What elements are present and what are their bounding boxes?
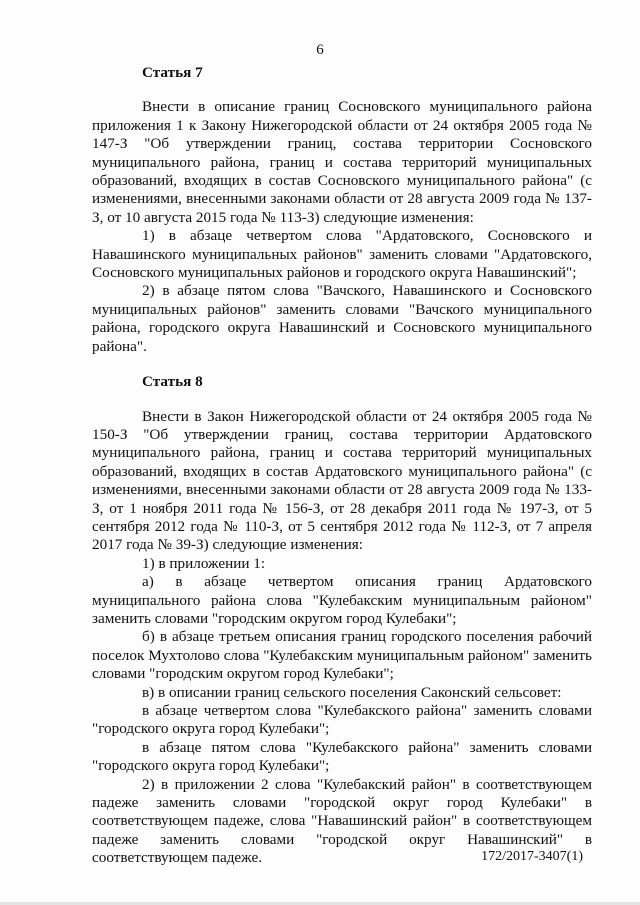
article-8-item-1: 1) в приложении 1:	[142, 554, 266, 572]
article-8-item-1b: б) в абзаце третьем описания границ городского поселения рабочий поселок Мухтолово слова "Кулебакским муниципальным районом" заменить словами "городским округом город Кулебаки";	[92, 628, 592, 683]
article-7-item-1: 1) в абзаце четвертом слова "Ардатовского, Сосновского и Навашинского муниципальных районов" заменить словами "Ардатовского, Сосновского муниципальных районов и городского округа Навашинский";	[92, 227, 592, 282]
article-8-item-1c-para5: в абзаце пятом слова "Кулебакского района" заменить словами "городского округа город Кулебаки";	[92, 738, 592, 775]
article-7-intro: Внести в описание границ Сосновского муниципального района приложения 1 к Закону Нижегородской области от 24 октября 2005 года № 147-З "Об утверждении границ, состава территории Сосновского муниципального района, границ и состава территорий муниципальных образований, входящих в состав Сосновского муниципального района" (с изменениями, внесенными законами области от 28 августа 2009 года № 137-З, от 10 августа 2015 года № 113-З) следующие изменения:	[92, 98, 592, 226]
article-7-heading: Статья 7	[142, 64, 203, 81]
document-body	[92, 64, 592, 868]
article-8-item-1c-para4: в абзаце четвертом слова "Кулебакского района" заменить словами "городского округа город Кулебаки";	[92, 702, 592, 738]
article-7-item-2: 2) в абзаце пятом слова "Вачского, Навашинского и Сосновского муниципальных районов" заменить словами "Вачского муниципального района, городского округа Навашинский и Сосновского муниципального района".	[92, 282, 592, 355]
article-8-heading: Статья 8	[142, 373, 203, 391]
article-8-item-1c: в) в описании границ сельского поселения Саконский сельсовет:	[142, 683, 562, 701]
article-8-intro: Внести в Закон Нижегородской области от 24 октября 2005 года № 150-З "Об утверждении границ, состава территории Ардатовского муниципального района, границ и состава территорий муниципальных образований, входящих в состав Ардатовского муниципального района" (с изменениями, внесенными законами области от 28 августа 2009 года № 133-З, от 1 ноября 2011 года № 156-З, от 28 декабря 2011 года № 197-З, от 5 сентября 2012 года № 110-З, от 5 сентября 2012 года № 112-З, от 7 апреля 2017 года № 39-З) следующие изменения:	[92, 407, 592, 554]
article-8-item-2: 2) в приложении 2 слова "Кулебакский район" в соответствующем падеже заменить словами "городской округ город Кулебаки" в соответствующем падеже, слова "Навашинский район" в соответствующем падеже заменить словами "городской округ Навашинский" в соответствующем падеже.	[92, 775, 592, 867]
article-8-item-1a: а) в абзаце четвертом описания границ Ардатовского муниципального района слова "Кулебакским муниципальным районом" заменить словами "городским округом город Кулебаки";	[92, 573, 592, 627]
document-code: 172/2017-3407(1)	[481, 849, 583, 864]
page-number: 6	[316, 42, 324, 58]
